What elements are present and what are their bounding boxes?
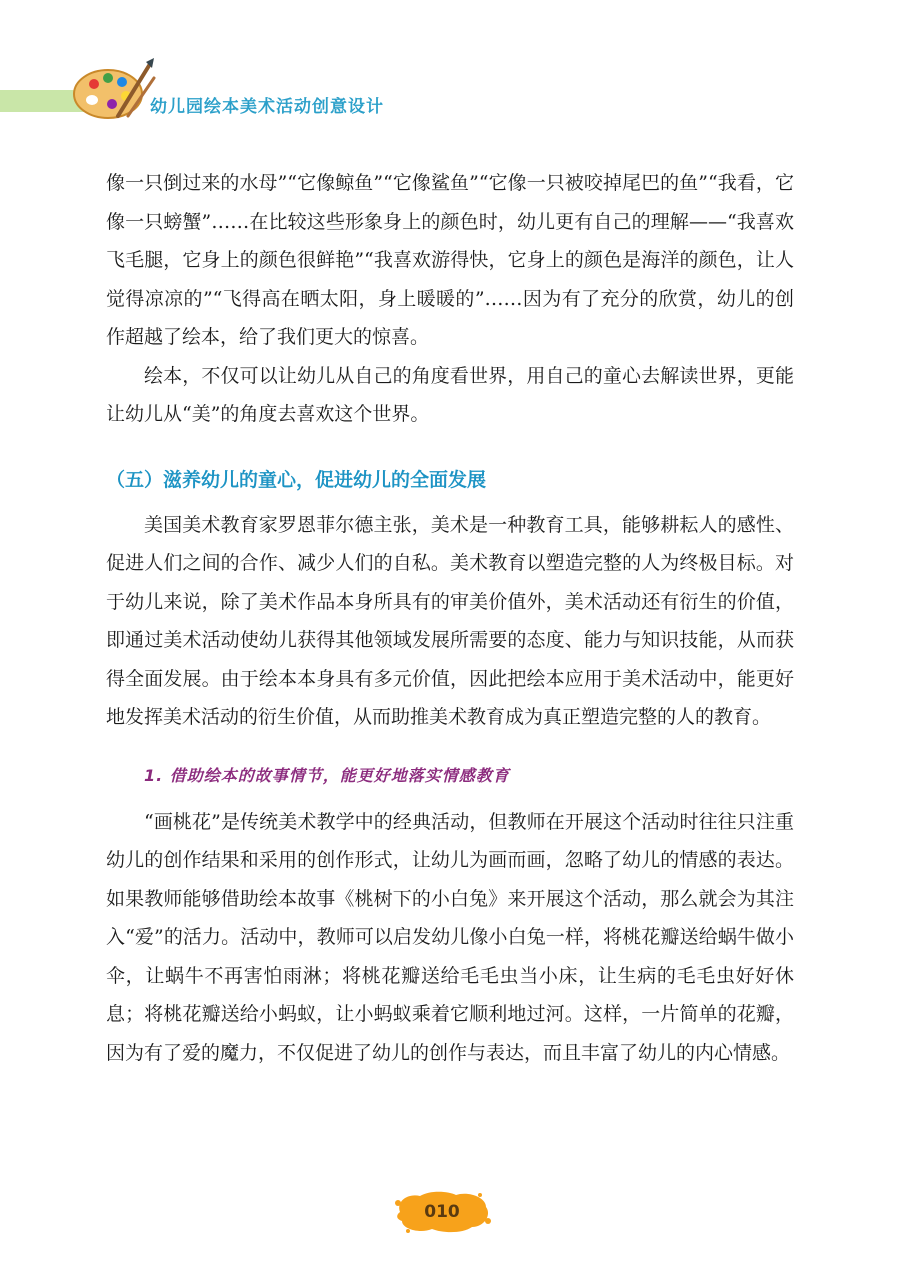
paragraph-continued: 像一只倒过来的水母”“它像鲸鱼”“它像鲨鱼”“它像一只被咬掉尾巴的鱼”“我看，它像一只螃蟹”……在比较这些形象身上的颜色时，幼儿更有自己的理解——“我喜欢飞毛腿，它身上的颜色很鲜艳”“我喜欢游得快，它身上的颜色是海洋的颜色，让人觉得凉凉的”“飞得高在晒太阳，身上暖暖的”……因为有了充分的欣赏，幼儿的创作超越了绘本，给了我们更大的惊喜。	[106, 172, 794, 348]
paint-palette-icon	[70, 58, 156, 122]
page-content	[106, 164, 794, 1072]
section-heading: （五）滋养幼儿的童心，促进幼儿的全面发展	[106, 468, 487, 491]
page-number-badge	[390, 1189, 494, 1235]
header-title: 幼儿园绘本美术活动创意设计	[150, 97, 384, 117]
page-number: 010	[424, 1202, 460, 1222]
paragraph: 美国美术教育家罗恩菲尔德主张，美术是一种教育工具，能够耕耘人的感性、促进人们之间的合作、减少人们的自私。美术教育以塑造完整的人为终极目标。对于幼儿来说，除了美术作品本身所具有的审美价值外，美术活动还有衍生的价值，即通过美术活动使幼儿获得其他领域发展所需要的态度、能力与知识技能，从而获得全面发展。由于绘本本身具有多元价值，因此把绘本应用于美术活动中，能更好地发挥美术活动的衍生价值，从而助推美术教育成为真正塑造完整的人的教育。	[106, 513, 794, 728]
paragraph: 绘本，不仅可以让幼儿从自己的角度看世界，用自己的童心去解读世界，更能让幼儿从“美”的角度去喜欢这个世界。	[106, 364, 794, 425]
sub-heading: 1. 借助绘本的故事情节，能更好地落实情感教育	[144, 765, 510, 785]
paragraph: “画桃花”是传统美术教学中的经典活动，但教师在开展这个活动时往往只注重幼儿的创作结果和采用的创作形式，让幼儿为画而画，忽略了幼儿的情感的表达。如果教师能够借助绘本故事《桃树下的小白兔》来开展这个活动，那么就会为其注入“爱”的活力。活动中，教师可以启发幼儿像小白兔一样，将桃花瓣送给蜗牛做小伞，让蜗牛不再害怕雨淋；将桃花瓣送给毛毛虫当小床，让生病的毛毛虫好好休息；将桃花瓣送给小蚂蚁，让小蚂蚁乘着它顺利地过河。这样，一片简单的花瓣，因为有了爱的魔力，不仅促进了幼儿的创作与表达，而且丰富了幼儿的内心情感。	[106, 810, 794, 1064]
